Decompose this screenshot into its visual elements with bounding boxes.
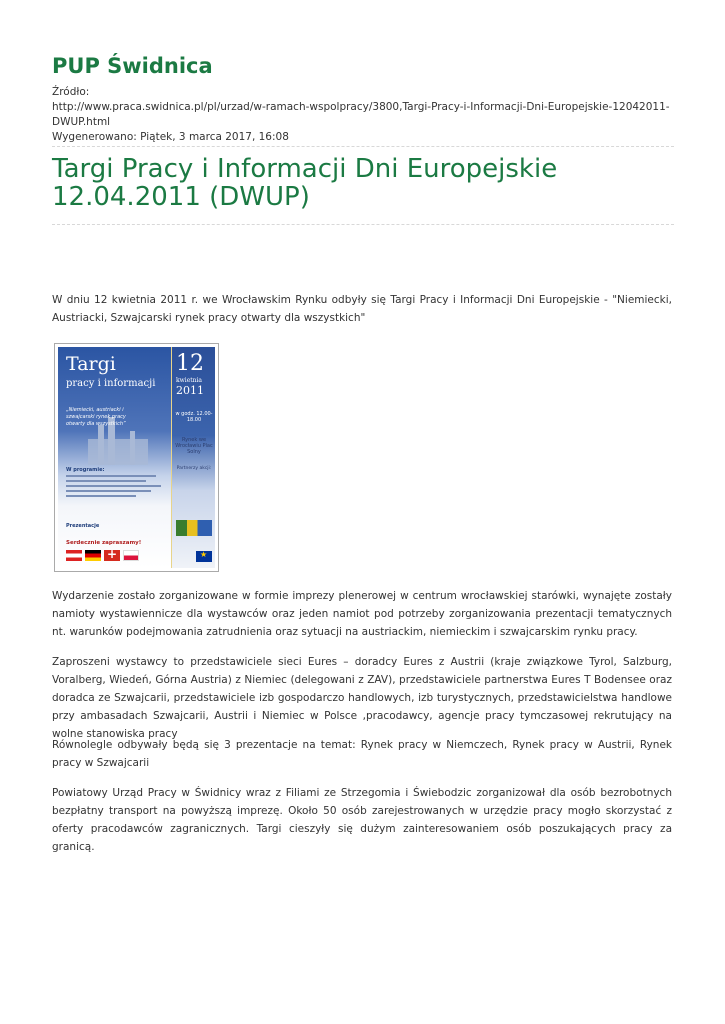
poster-subtitle: pracy i informacji (66, 378, 156, 389)
austria-flag-icon (66, 550, 82, 561)
partner-logos-icon (176, 520, 212, 536)
poland-flag-icon (123, 550, 139, 561)
poster-month: kwietnia (176, 377, 203, 384)
article-paragraph-2: Zaproszeni wystawcy to przedstawiciele sieci Eures – doradcy Eures z Austrii (kraje związkowe Tyrol, Salzburg, Voralberg, Wiedeń, Górna Austria) z Niemiec (delegowani z ZAV), przedstawiciele partnerstwa Eures T Bodensee oraz doradca ze Szwajcarii, przedstawiciele izb gospodarczo handlowych, izb turystycznych, przedstawicielstwa handlowe przy ambasadach Szwajcarii, Austrii i Niemiec w Polsce ,pracodawcy, agencje pracy tymczasowej rekrutujący na wolne stanowiska pracy (52, 656, 672, 740)
poster-year: 2011 (176, 384, 204, 397)
poster-invite: Serdecznie zapraszamy! (66, 540, 142, 546)
poster-program-label: W programie: (66, 467, 105, 473)
eu-flag-icon (196, 551, 212, 562)
source-label: Źródło: (52, 86, 90, 98)
poster-title: Targi (66, 353, 116, 375)
switzerland-flag-icon (104, 550, 120, 561)
poster-place: Rynek we Wrocławiu Plac Solny (175, 437, 213, 455)
source-url[interactable]: http://www.praca.swidnica.pl/pl/urzad/w-ramach-wspolpracy/3800,Targi-Pracy-i-Informacji-Dni-Europejskie-12042011-DWUP.html (52, 101, 670, 128)
poster-slogan: „Niemiecki, austriacki i szwajcarski rynek pracy otwarty dla wszystkich” (66, 407, 126, 427)
article-paragraph-4: Powiatowy Urząd Pracy w Świdnicy wraz z Filiami ze Strzegomia i Świebodzic zorganizował dla osób bezrobotnych bezpłatny transport na powyższą imprezę. Około 50 osób zarejestrowanych w urzędzie pracy mogło skorzystać z oferty pracodawców zagranicznych. Targi cieszyły się dużym zainteresowaniem osób poszukających pracy za granicą. (52, 787, 672, 853)
poster-presentations-label: Prezentacje (66, 523, 100, 529)
divider-title (52, 224, 674, 225)
article-paragraph-3: Równolegle odbywały będą się 3 prezentacje na temat: Rynek pracy w Niemczech, Rynek pracy w Austrii, Rynek pracy w Szwajcarii (52, 739, 672, 769)
meta-info (52, 85, 674, 145)
germany-flag-icon (85, 550, 101, 561)
article-title: Targi Pracy i Informacji Dni Europejskie 12.04.2011 (DWUP) (52, 154, 558, 212)
divider-top (52, 146, 674, 147)
article-intro: W dniu 12 kwietnia 2011 r. we Wrocławskim Rynku odbyły się Targi Pracy i Informacji Dni Europejskie - "Niemiecki, Austriacki, Szwajcarski rynek pracy otwarty dla wszystkich" (52, 294, 672, 324)
poster-flags (66, 550, 142, 568)
generated-date: Wygenerowano: Piątek, 3 marca 2017, 16:08 (52, 131, 289, 143)
event-poster-image (54, 343, 219, 572)
article-paragraph-1: Wydarzenie zostało zorganizowane w formie imprezy plenerowej w centrum wrocławskiej starówki, wynajęte zostały namioty wystawiennicze dla wystawców oraz jeden namiot pod potrzeby zorganizowania prezentacji tematycznych nt. warunków podejmowania zatrudnienia oraz sytuacji na austriackim, niemieckim i szwajcarskim rynku pracy. (52, 590, 672, 638)
poster-partners-label: Partnerzy akcji: (176, 466, 212, 471)
poster-time: w godz. 12.00-18.00 (175, 411, 213, 423)
poster-program-lines (66, 475, 166, 500)
site-title: PUP Świdnica (52, 54, 213, 78)
poster-day: 12 (176, 351, 204, 376)
